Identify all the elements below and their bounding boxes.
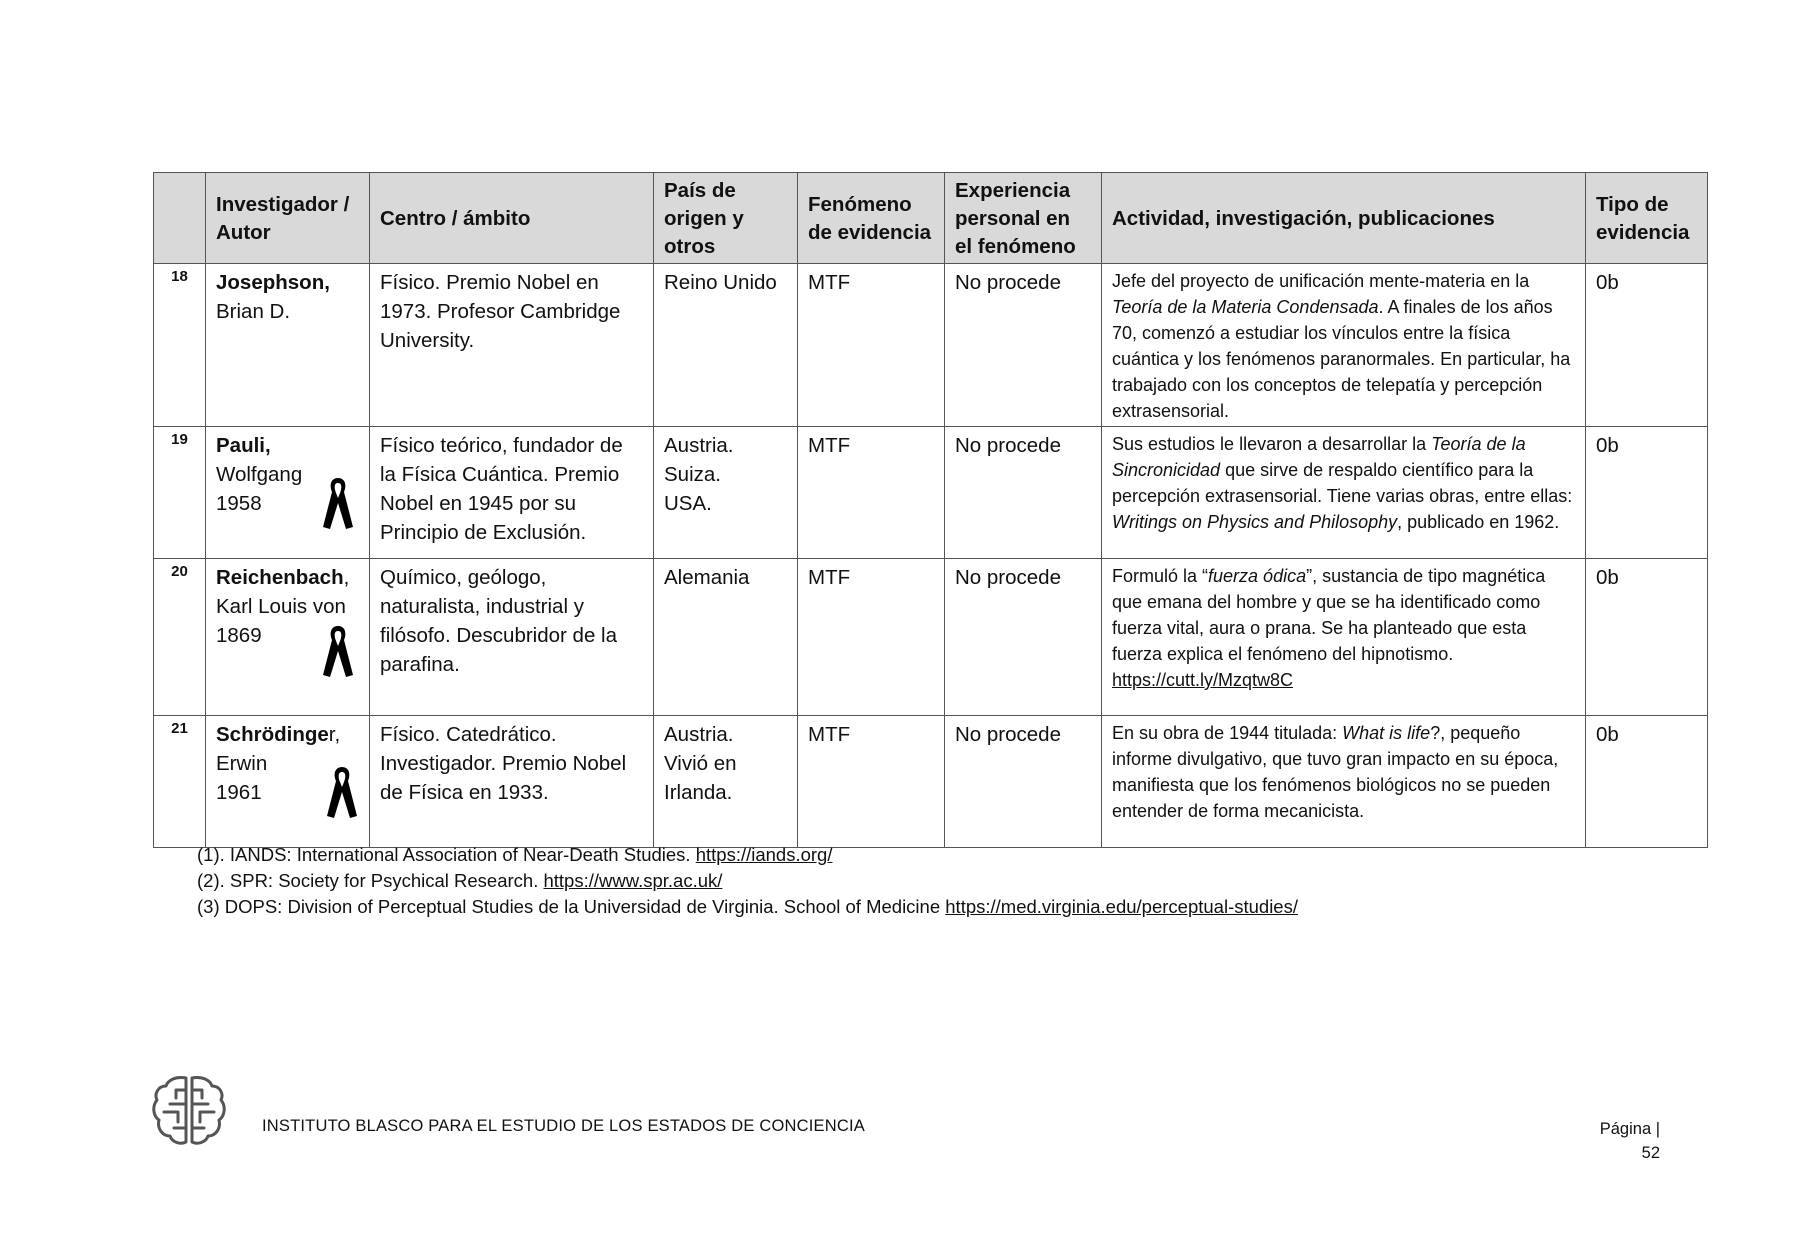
evidence-type-cell: 0b: [1586, 427, 1708, 559]
row-number: 20: [154, 559, 206, 716]
mourning-ribbon-icon: [321, 623, 355, 679]
mourning-ribbon-icon: [325, 764, 359, 820]
centre-cell: Físico. Catedrático. Investigador. Premio Nobel de Física en 1933.: [370, 716, 654, 848]
footnote-3: (3) DOPS: Division of Perceptual Studies de la Universidad de Virginia. School of Medicine https://med.virginia.edu/perceptual-studies/: [197, 896, 1298, 917]
investigator-cell: [206, 264, 370, 427]
header-num: [154, 173, 206, 264]
investigator-given-name: Wolfgang: [216, 463, 303, 486]
activity-cell: Formuló la “fuerza ódica”, sustancia de tipo magnética que emana del hombre y que se ha identificado como fuerza vital, aura o prana. Se ha planteado que esta fuerza explica el fenómeno del hipnotismo. https://cutt.ly/Mzqtw8C: [1102, 559, 1586, 716]
table-row: [154, 427, 1708, 559]
row-number: 18: [154, 264, 206, 427]
header-country: País de origen y otros: [654, 173, 798, 264]
centre-cell: Físico teórico, fundador de la Física Cuántica. Premio Nobel en 1945 por su Principio de Exclusión.: [370, 427, 654, 559]
phenomenon-cell: MTF: [798, 559, 945, 716]
country-cell: Alemania: [654, 559, 798, 716]
evidence-type-cell: 0b: [1586, 559, 1708, 716]
investigator-given-name: Erwin: [216, 752, 268, 775]
header-phenomenon: Fenómeno de evidencia: [798, 173, 945, 264]
activity-cell: En su obra de 1944 titulada: What is life?, pequeño informe divulgativo, que tuvo gran impacto en su época, manifiesta que los fenómenos biológicos no se pueden entender de forma mecanicista.: [1102, 716, 1586, 848]
investigator-surname: Reichenbach: [216, 566, 344, 589]
footnote-link[interactable]: https://iands.org/: [695, 844, 833, 865]
header-experience: Experiencia personal en el fenómeno: [945, 173, 1102, 264]
country-cell: Reino Unido: [654, 264, 798, 427]
brain-maze-icon: [150, 1072, 228, 1148]
phenomenon-cell: MTF: [798, 427, 945, 559]
mourning-ribbon-icon: [321, 475, 355, 531]
researchers-table: [153, 172, 1708, 848]
investigator-cell: [206, 427, 370, 559]
row-number: 21: [154, 716, 206, 848]
footnote-2: (2). SPR: Society for Psychical Research. https://www.spr.ac.uk/: [197, 870, 723, 891]
page-number: Página | 52: [1599, 1120, 1660, 1162]
country-cell: Austria. Vivió en Irlanda.: [654, 716, 798, 848]
investigator-death-year: 1958: [216, 492, 262, 515]
investigator-surname: Josephson,: [216, 271, 330, 294]
footnote-link[interactable]: https://med.virginia.edu/perceptual-studies/: [945, 896, 1298, 917]
investigator-surname: Schrödinge: [216, 723, 329, 746]
header-investigator: Investigador / Autor: [206, 173, 370, 264]
header-centre: Centro / ámbito: [370, 173, 654, 264]
table-row: [154, 264, 1708, 427]
investigator-death-year: 1869: [216, 624, 262, 647]
footnotes: [197, 842, 1298, 920]
investigator-death-year: 1961: [216, 781, 262, 804]
activity-cell: Jefe del proyecto de unificación mente-materia en la Teoría de la Materia Condensada. A finales de los años 70, comenzó a estudiar los vínculos entre la física cuántica y los fenómenos paranormales. En particular, ha trabajado con los conceptos de telepatía y percepción extrasensorial.: [1102, 264, 1586, 427]
centre-cell: Químico, geólogo, naturalista, industrial y filósofo. Descubridor de la parafina.: [370, 559, 654, 716]
table-header-row: [154, 173, 1708, 264]
investigator-surname: Pauli,: [216, 434, 271, 457]
header-activity: Actividad, investigación, publicaciones: [1102, 173, 1586, 264]
investigator-given-name: Karl Louis von: [216, 595, 346, 618]
activity-cell: Sus estudios le llevaron a desarrollar la Teoría de la Sincronicidad que sirve de respaldo científico para la percepción extrasensorial. Tiene varias obras, entre ellas: Writings on Physics and Philosophy, publicado en 1962.: [1102, 427, 1586, 559]
table-row: [154, 716, 1708, 848]
table-row: [154, 559, 1708, 716]
footnote-1: (1). IANDS: International Association of Near-Death Studies. https://iands.org/: [197, 844, 833, 865]
phenomenon-cell: MTF: [798, 264, 945, 427]
experience-cell: No procede: [945, 427, 1102, 559]
phenomenon-cell: MTF: [798, 716, 945, 848]
row-number: 19: [154, 427, 206, 559]
centre-cell: Físico. Premio Nobel en 1973. Profesor Cambridge University.: [370, 264, 654, 427]
evidence-type-cell: 0b: [1586, 716, 1708, 848]
experience-cell: No procede: [945, 716, 1102, 848]
footnote-link[interactable]: https://www.spr.ac.uk/: [543, 870, 723, 891]
investigator-given-name: Brian D.: [216, 300, 291, 323]
evidence-type-cell: 0b: [1586, 264, 1708, 427]
reference-link[interactable]: https://cutt.ly/Mzqtw8C: [1112, 670, 1294, 690]
experience-cell: No procede: [945, 264, 1102, 427]
investigator-cell: Reichenbach, Karl Louis von 1869: [206, 559, 370, 716]
institute-name: INSTITUTO BLASCO PARA EL ESTUDIO DE LOS ESTADOS DE CONCIENCIA: [262, 1117, 865, 1135]
investigator-cell: Schrödinger, Erwin 1961: [206, 716, 370, 848]
experience-cell: No procede: [945, 559, 1102, 716]
header-type: Tipo de evidencia: [1586, 173, 1708, 264]
country-cell: Austria. Suiza. USA.: [654, 427, 798, 559]
